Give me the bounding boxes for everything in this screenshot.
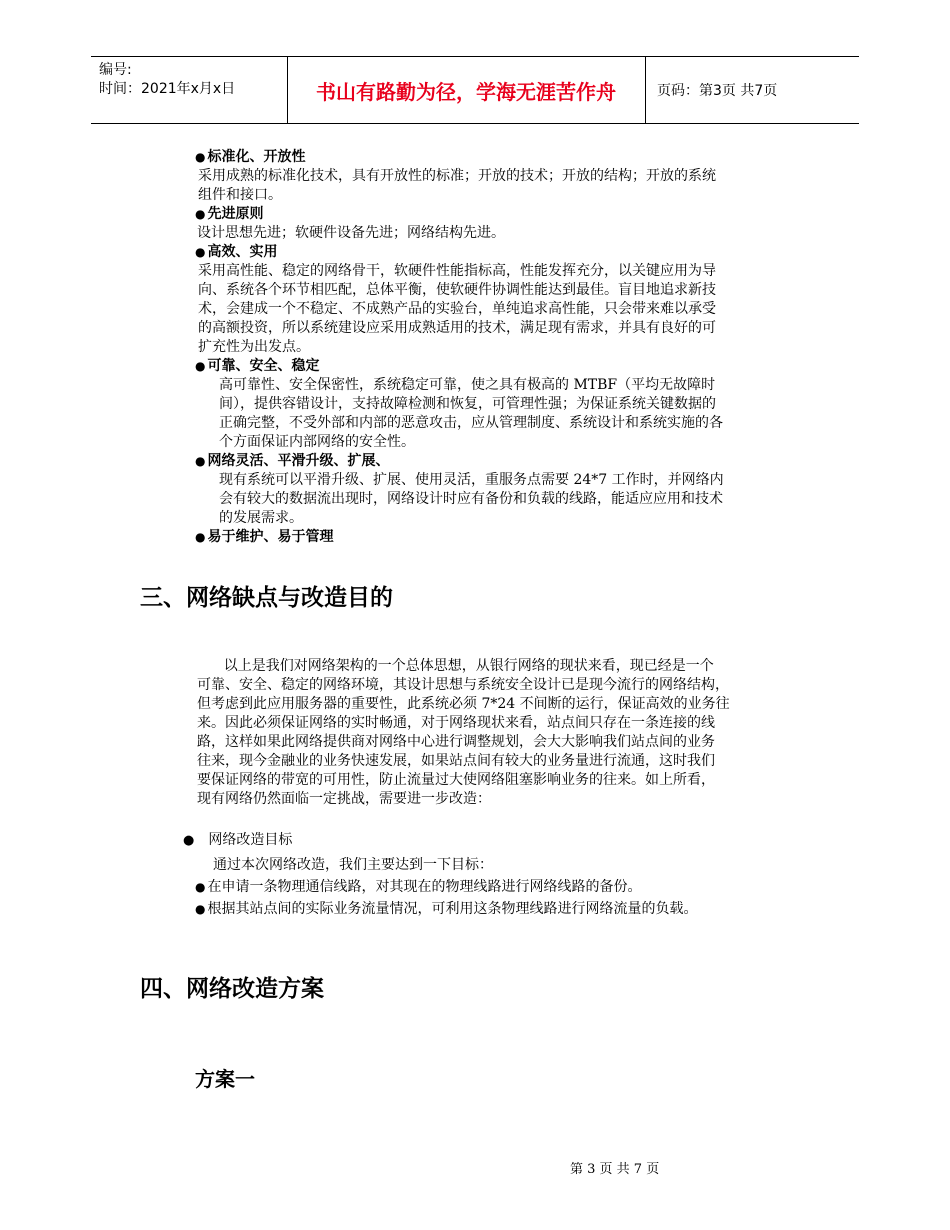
- body-line: 组件和接口。: [198, 187, 282, 203]
- body-line: 的高额投资，所以系统建设应采用成熟适用的技术，满足现有需求，并具有良好的可: [198, 320, 716, 336]
- goal-intro: 通过本次网络改造，我们主要达到一下目标：: [213, 857, 493, 873]
- body-line: 往来，现今金融业的业务快速发展，如果站点间有较大的业务量进行流通，这时我们: [197, 753, 715, 769]
- body-line: 的发展需求。: [219, 510, 303, 526]
- principle-item: [195, 243, 815, 262]
- body-line: 但考虑到此应用服务器的重要性，此系统必须 7*24 不间断的运行，保证高效的业务往: [197, 696, 730, 712]
- header-motto: 书山有路勤为径，学海无涯苦作舟: [316, 79, 616, 104]
- bullet-icon: ●: [195, 150, 206, 164]
- body-line: 间），提供容错设计，支持故障检测和恢复，可管理性强；为保证系统关键数据的: [219, 396, 716, 412]
- body-line: 向、系统各个环节相匹配，总体平衡，使软硬件协调性能达到最佳。盲目地追求新技: [198, 282, 716, 298]
- section-heading: 四、网络改造方案: [140, 976, 324, 1002]
- body-line: 正确完整，不受外部和内部的恶意攻击，应从管理制度、系统设计和系统实施的各: [219, 415, 723, 431]
- header-page-info: 页码：第3页 共7页: [657, 83, 778, 99]
- principle-item: [195, 205, 815, 224]
- principle-title: 先进原则: [207, 206, 264, 222]
- body-line: 现有网络仍然面临一定挑战，需要进一步改造：: [197, 791, 491, 807]
- principle-title: 可靠、安全、稳定: [207, 358, 320, 374]
- bullet-icon: ●: [195, 207, 206, 221]
- header-meta: [99, 61, 235, 99]
- principle-title: 网络灵活、平滑升级、扩展、: [207, 453, 390, 469]
- body-line: 以上是我们对网络架构的一个总体思想，从银行网络的现状来看，现已经是一个: [197, 658, 714, 674]
- bullet-icon: ●: [195, 880, 206, 894]
- section-paragraph: [197, 657, 827, 809]
- header-divider: [645, 57, 646, 123]
- principle-body: [197, 224, 817, 243]
- goal-list: [195, 878, 815, 919]
- body-line: 会有较大的数据流出现时，网络设计时应有备份和负载的线路，能适应应用和技术: [219, 491, 723, 507]
- goal-title-row: [183, 831, 583, 850]
- body-line: 设计思想先进；软硬件设备先进；网络结构先进。: [197, 225, 505, 241]
- principle-body: [219, 376, 819, 452]
- document-time: 时间：2021年x月x日: [99, 81, 236, 97]
- body-line: 个方面保证内部网络的安全性。: [219, 434, 415, 450]
- document-number-label: 编号:: [99, 62, 132, 78]
- bullet-icon: ●: [183, 833, 195, 848]
- section-heading: 三、网络缺点与改造目的: [140, 585, 393, 611]
- principle-item: [195, 452, 815, 471]
- principle-title: 高效、实用: [207, 244, 278, 260]
- body-line: 高可靠性、安全保密性，系统稳定可靠，使之具有极高的 MTBF（平均无故障时: [219, 377, 716, 393]
- principle-title: 标准化、开放性: [207, 149, 306, 165]
- bullet-icon: ●: [195, 902, 206, 916]
- bullet-icon: ●: [195, 454, 206, 468]
- body-line: 来。因此必须保证网络的实时畅通，对于网络现状来看，站点间只存在一条连接的线: [197, 715, 715, 731]
- principle-item: [195, 148, 815, 167]
- list-item: ● 在申请一条物理通信线路，对其现在的物理线路进行网络线路的备份。: [195, 879, 642, 895]
- principle-body: [198, 262, 818, 357]
- bullet-icon: ●: [195, 245, 206, 259]
- body-line: 扩充性为出发点。: [198, 339, 310, 355]
- principle-body: [219, 471, 819, 528]
- body-line: 术，会建成一个不稳定、不成熟产品的实验台，单纯追求高性能，只会带来难以承受: [198, 301, 716, 317]
- principle-item: [195, 528, 815, 547]
- body-line: 要保证网络的带宽的可用性，防止流量过大使网络阻塞影响业务的往来。如上所看，: [197, 772, 715, 788]
- principle-body: [198, 167, 818, 205]
- principle-item: [195, 357, 815, 376]
- page-footer: 第 3 页 共 7 页: [570, 1162, 660, 1177]
- body-line: 现有系统可以平滑升级、扩展、使用灵活，重服务点需要 24*7 工作时，并网络内: [219, 472, 724, 488]
- principle-title: 易于维护、易于管理: [207, 529, 334, 545]
- body-line: 采用高性能、稳定的网络骨干，软硬件性能指标高，性能发挥充分，以关键应用为导: [198, 263, 716, 279]
- goal-title: 网络改造目标: [208, 832, 293, 848]
- list-item: ● 根据其站点间的实际业务流量情况，可利用这条物理线路进行网络流量的负载。: [195, 901, 698, 917]
- body-line: 可靠、安全、稳定的网络环境，其设计思想与系统安全设计已是现今流行的网络结构，: [197, 677, 729, 693]
- body-line: 路，这样如果此网络提供商对网络中心进行调整规划，会大大影响我们站点间的业务: [197, 734, 715, 750]
- bullet-icon: ●: [195, 359, 206, 373]
- subsection-heading: 方案一: [195, 1067, 255, 1091]
- bullet-icon: ●: [195, 530, 206, 544]
- page-header: [91, 56, 859, 124]
- body-line: 采用成熟的标准化技术，具有开放性的标准；开放的技术；开放的结构；开放的系统: [198, 168, 716, 184]
